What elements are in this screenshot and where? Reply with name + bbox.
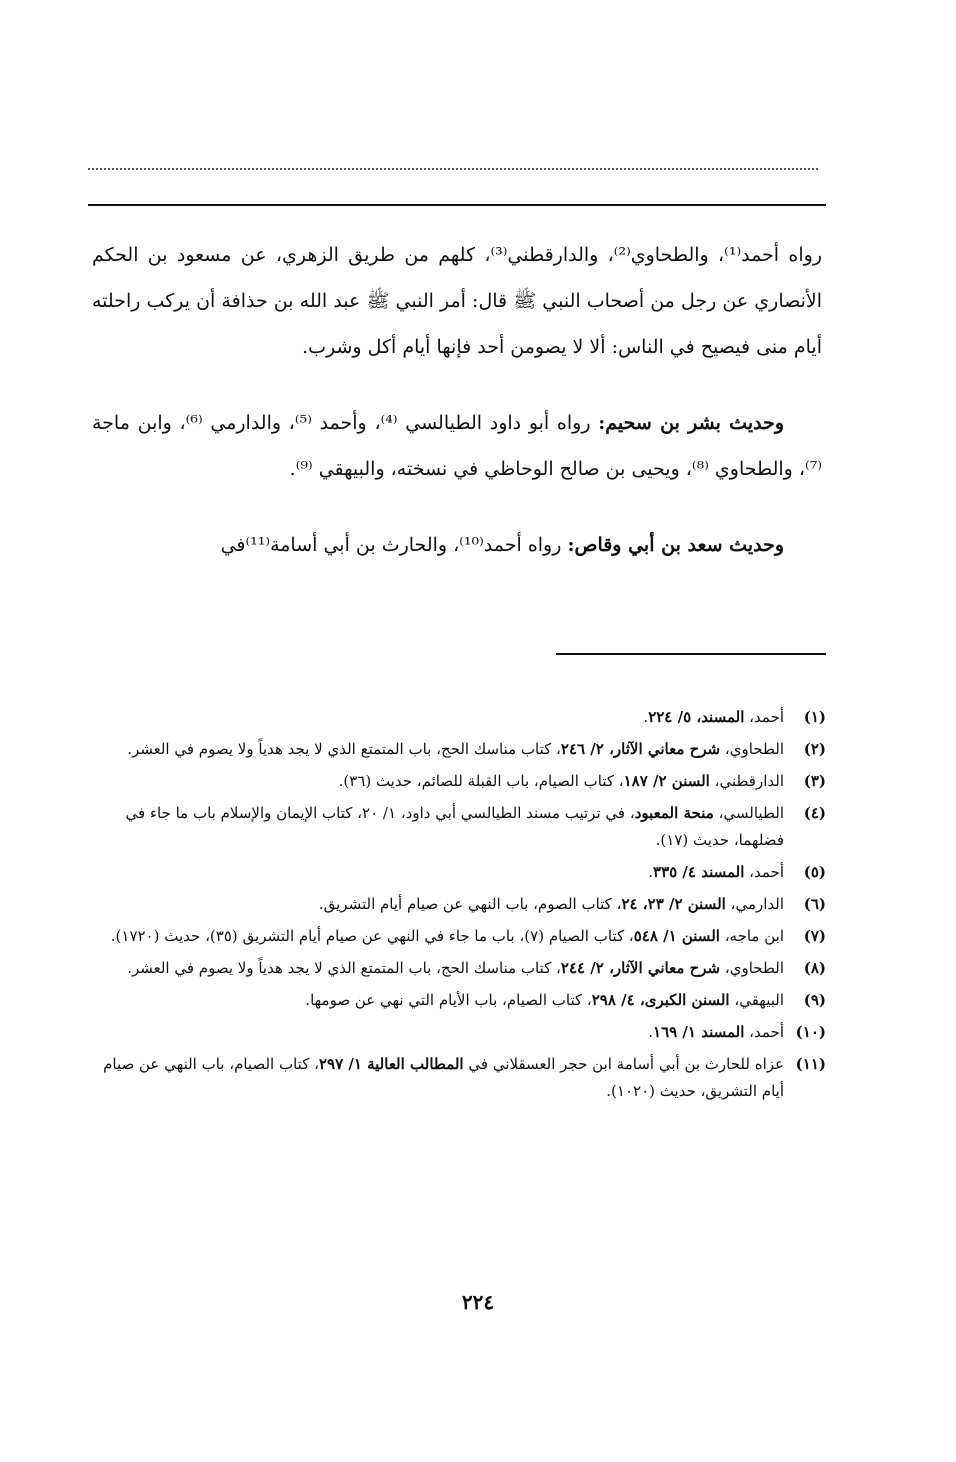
footnote-11 (96, 1051, 826, 1105)
footnote-text: ، في ترتيب مسند الطيالسي أبي داود، ١/ ٢٠، كتاب الإيمان والإسلام باب ما جاء في فضلهما، حديث (١٧). (125, 804, 784, 849)
footnote-source: السنن الكبرى، ٤/ ٢٩٨ (591, 991, 730, 1009)
footnote-text: ، كتاب مناسك الحج، باب المتمتع الذي لا يجد هدياً ولا يصوم في العشر. (127, 959, 561, 977)
footnote-5 (96, 859, 826, 886)
footnote-text: أحمد، (744, 1023, 784, 1041)
footnote-2 (96, 736, 826, 763)
footnote-source: السنن ٢/ ٢٣، ٢٤ (621, 895, 726, 913)
footnote-source: المسند ١/ ١٦٩ (653, 1023, 745, 1041)
top-rule (88, 204, 826, 206)
paragraph-2-body: رواه أبو داود الطيالسي ⁽⁴⁾، وأحمد ⁽⁵⁾، والدارمي ⁽⁶⁾، وابن ماجة ⁽⁷⁾، والطحاوي ⁽⁸⁾، ويحيى بن صالح الوحاظي في نسخته، والبيهقي ⁽⁹⁾. (92, 412, 822, 480)
paragraph-2-heading: وحديث بشر بن سحيم: (598, 412, 785, 434)
footnote-text: ، كتاب الصيام، باب النهي عن صيام أيام التشريق، حديث (١٠٢٠). (103, 1055, 784, 1100)
footnote-text: الطحاوي، (720, 959, 784, 977)
footnote-number: (٢) (803, 740, 826, 758)
footnote-text: أحمد، (744, 708, 784, 726)
footnote-9 (96, 987, 826, 1014)
footnote-source: السنن ٢/ ١٨٧ (623, 772, 710, 790)
footnote-text: . (648, 1023, 654, 1041)
footnote-text: ، كتاب مناسك الحج، باب المتمتع الذي لا يجد هدياً ولا يصوم في العشر. (127, 740, 561, 758)
paragraph-3 (92, 522, 822, 568)
footnote-text: . (648, 863, 654, 881)
footnote-number: (٨) (803, 959, 826, 977)
footnote-4 (96, 800, 826, 854)
footnote-source: المسند ٤/ ٣٣٥ (653, 863, 745, 881)
footnote-text: . (643, 708, 649, 726)
footnote-source: شرح معاني الآثار، ٢/ ٢٤٤ (560, 959, 721, 977)
footnote-text: ، كتاب الصيام، باب القبلة للصائم، حديث (٣٦). (338, 772, 624, 790)
footnote-source: شرح معاني الآثار، ٢/ ٢٤٦ (560, 740, 721, 758)
paragraph-3-body: رواه أحمد⁽¹⁰⁾، والحارث بن أبي أسامة⁽¹¹⁾في (220, 534, 568, 556)
footnote-text: الطيالسي، (713, 804, 784, 822)
footnote-number: (٤) (803, 804, 826, 822)
footnote-number: (٦) (803, 895, 826, 913)
footnote-text: ، كتاب الصيام، باب الأيام التي نهي عن صومها. (305, 991, 592, 1009)
footnotes (96, 704, 826, 1110)
dotted-separator (88, 168, 818, 170)
footnote-text: ، كتاب الصيام (٧)، باب ما جاء في النهي عن صيام أيام التشريق (٣٥)، حديث (١٧٢٠). (110, 927, 634, 945)
footnote-6 (96, 891, 826, 918)
main-text (92, 232, 822, 598)
footnote-number: (١١) (795, 1055, 826, 1073)
footnote-7 (96, 923, 826, 950)
footnote-text: الدارقطني، (709, 772, 784, 790)
footnote-number: (٥) (803, 863, 826, 881)
footnote-number: (١) (803, 708, 826, 726)
footnote-number: (١٠) (795, 1023, 826, 1041)
paragraph-2 (92, 400, 822, 492)
footnote-rule (556, 653, 826, 655)
paragraph-3-heading: وحديث سعد بن أبي وقاص: (567, 534, 784, 556)
footnote-source: المسند، ٥/ ٢٢٤ (648, 708, 745, 726)
footnote-text: أحمد، (744, 863, 784, 881)
footnote-text: الدارمي، (725, 895, 784, 913)
footnote-8 (96, 955, 826, 982)
footnote-text: ابن ماجه، (719, 927, 784, 945)
footnote-source: السنن ١/ ٥٤٨ (633, 927, 720, 945)
footnote-source: منحة المعبود (634, 804, 714, 822)
footnote-3 (96, 768, 826, 795)
footnote-number: (٩) (803, 991, 826, 1009)
footnote-text: الطحاوي، (720, 740, 784, 758)
footnote-10 (96, 1019, 826, 1046)
footnote-text: البيهقي، (729, 991, 784, 1009)
footnote-text: ، كتاب الصوم، باب النهي عن صيام أيام التشريق. (318, 895, 622, 913)
footnote-source: المطالب العالية ١/ ٢٩٧ (318, 1055, 464, 1073)
footnote-text: عزاه للحارث بن أبي أسامة ابن حجر العسقلاني في (463, 1055, 784, 1073)
page-number: ٢٢٤ (461, 1290, 495, 1314)
paragraph-1: رواه أحمد⁽¹⁾، والطحاوي⁽²⁾، والدارقطني⁽³⁾، كلهم من طريق الزهري، عن مسعود بن الحكم الأنصاري عن رجل من أصحاب النبي ﷺ قال: أمر النبي ﷺ عبد الله بن حذافة أن يركب راحلته أيام منى فيصيح في الناس: ألا لا يصومن أحد فإنها أيام أكل وشرب. (92, 244, 822, 358)
footnote-number: (٣) (803, 772, 826, 790)
footnote-1 (96, 704, 826, 731)
footnote-number: (٧) (803, 927, 826, 945)
